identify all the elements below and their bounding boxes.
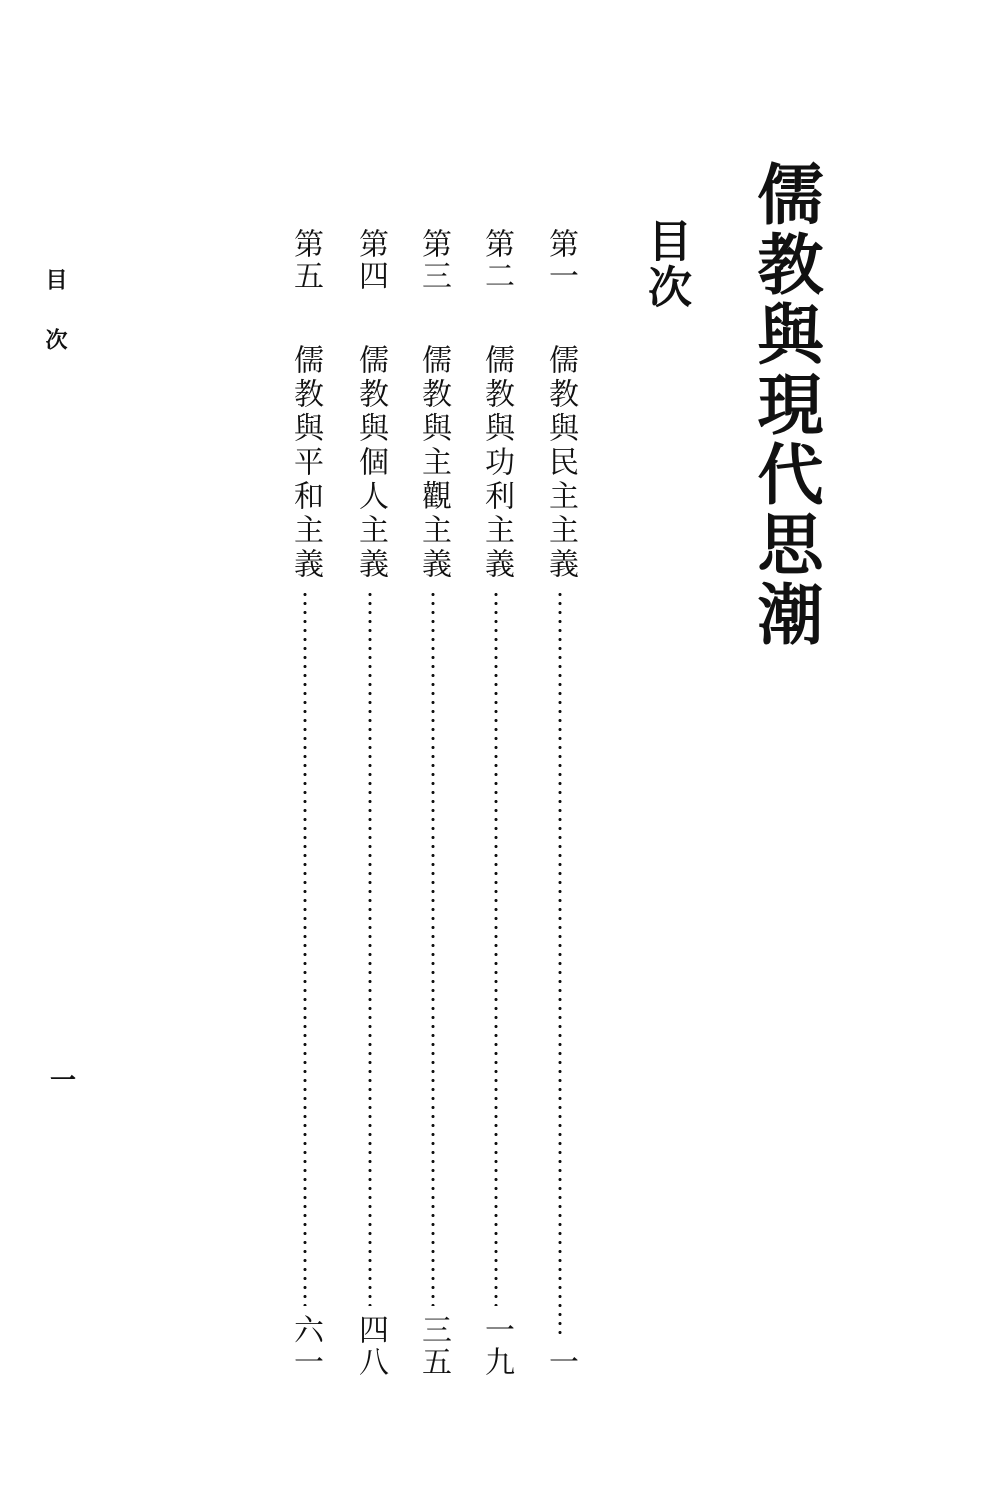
dot-leader: [368, 590, 372, 1306]
toc-entry-chapter: 第一: [543, 228, 578, 292]
toc-entry-2[interactable]: [476, 228, 516, 1378]
dot-leader: [431, 590, 435, 1306]
toc-entry-chapter: 第五: [288, 228, 323, 292]
dot-leader: [558, 590, 562, 1338]
toc-entry-title[interactable]: 儒教與平和主義: [288, 344, 323, 582]
toc-entry-page[interactable]: 三五: [416, 1314, 451, 1378]
running-head: 目次: [42, 268, 68, 388]
toc-entry-page[interactable]: 一: [543, 1346, 578, 1378]
book-title: 儒教與現代思潮: [746, 160, 824, 650]
toc-entry-5[interactable]: [285, 228, 325, 1378]
toc-entry-page[interactable]: 四八: [353, 1314, 388, 1378]
toc-entry-4[interactable]: [350, 228, 390, 1378]
toc-entry-title[interactable]: 儒教與民主主義: [543, 344, 578, 582]
dot-leader: [303, 590, 307, 1306]
toc-heading: 目次: [640, 218, 691, 310]
toc-entry-page[interactable]: 六一: [288, 1314, 323, 1378]
dot-leader: [494, 590, 498, 1306]
toc-entry-chapter: 第二: [479, 228, 514, 292]
toc-entry-page[interactable]: 一九: [479, 1314, 514, 1378]
toc-entry-chapter: 第四: [353, 228, 388, 292]
toc-entry-title[interactable]: 儒教與功利主義: [479, 344, 514, 582]
toc-entry-title[interactable]: 儒教與個人主義: [353, 344, 388, 582]
page-number: 一: [50, 1066, 77, 1096]
toc-entry-chapter: 第三: [416, 228, 451, 292]
toc-entry-1[interactable]: [540, 228, 580, 1378]
toc-entry-title[interactable]: 儒教與主觀主義: [416, 344, 451, 582]
toc-entry-3[interactable]: [413, 228, 453, 1378]
